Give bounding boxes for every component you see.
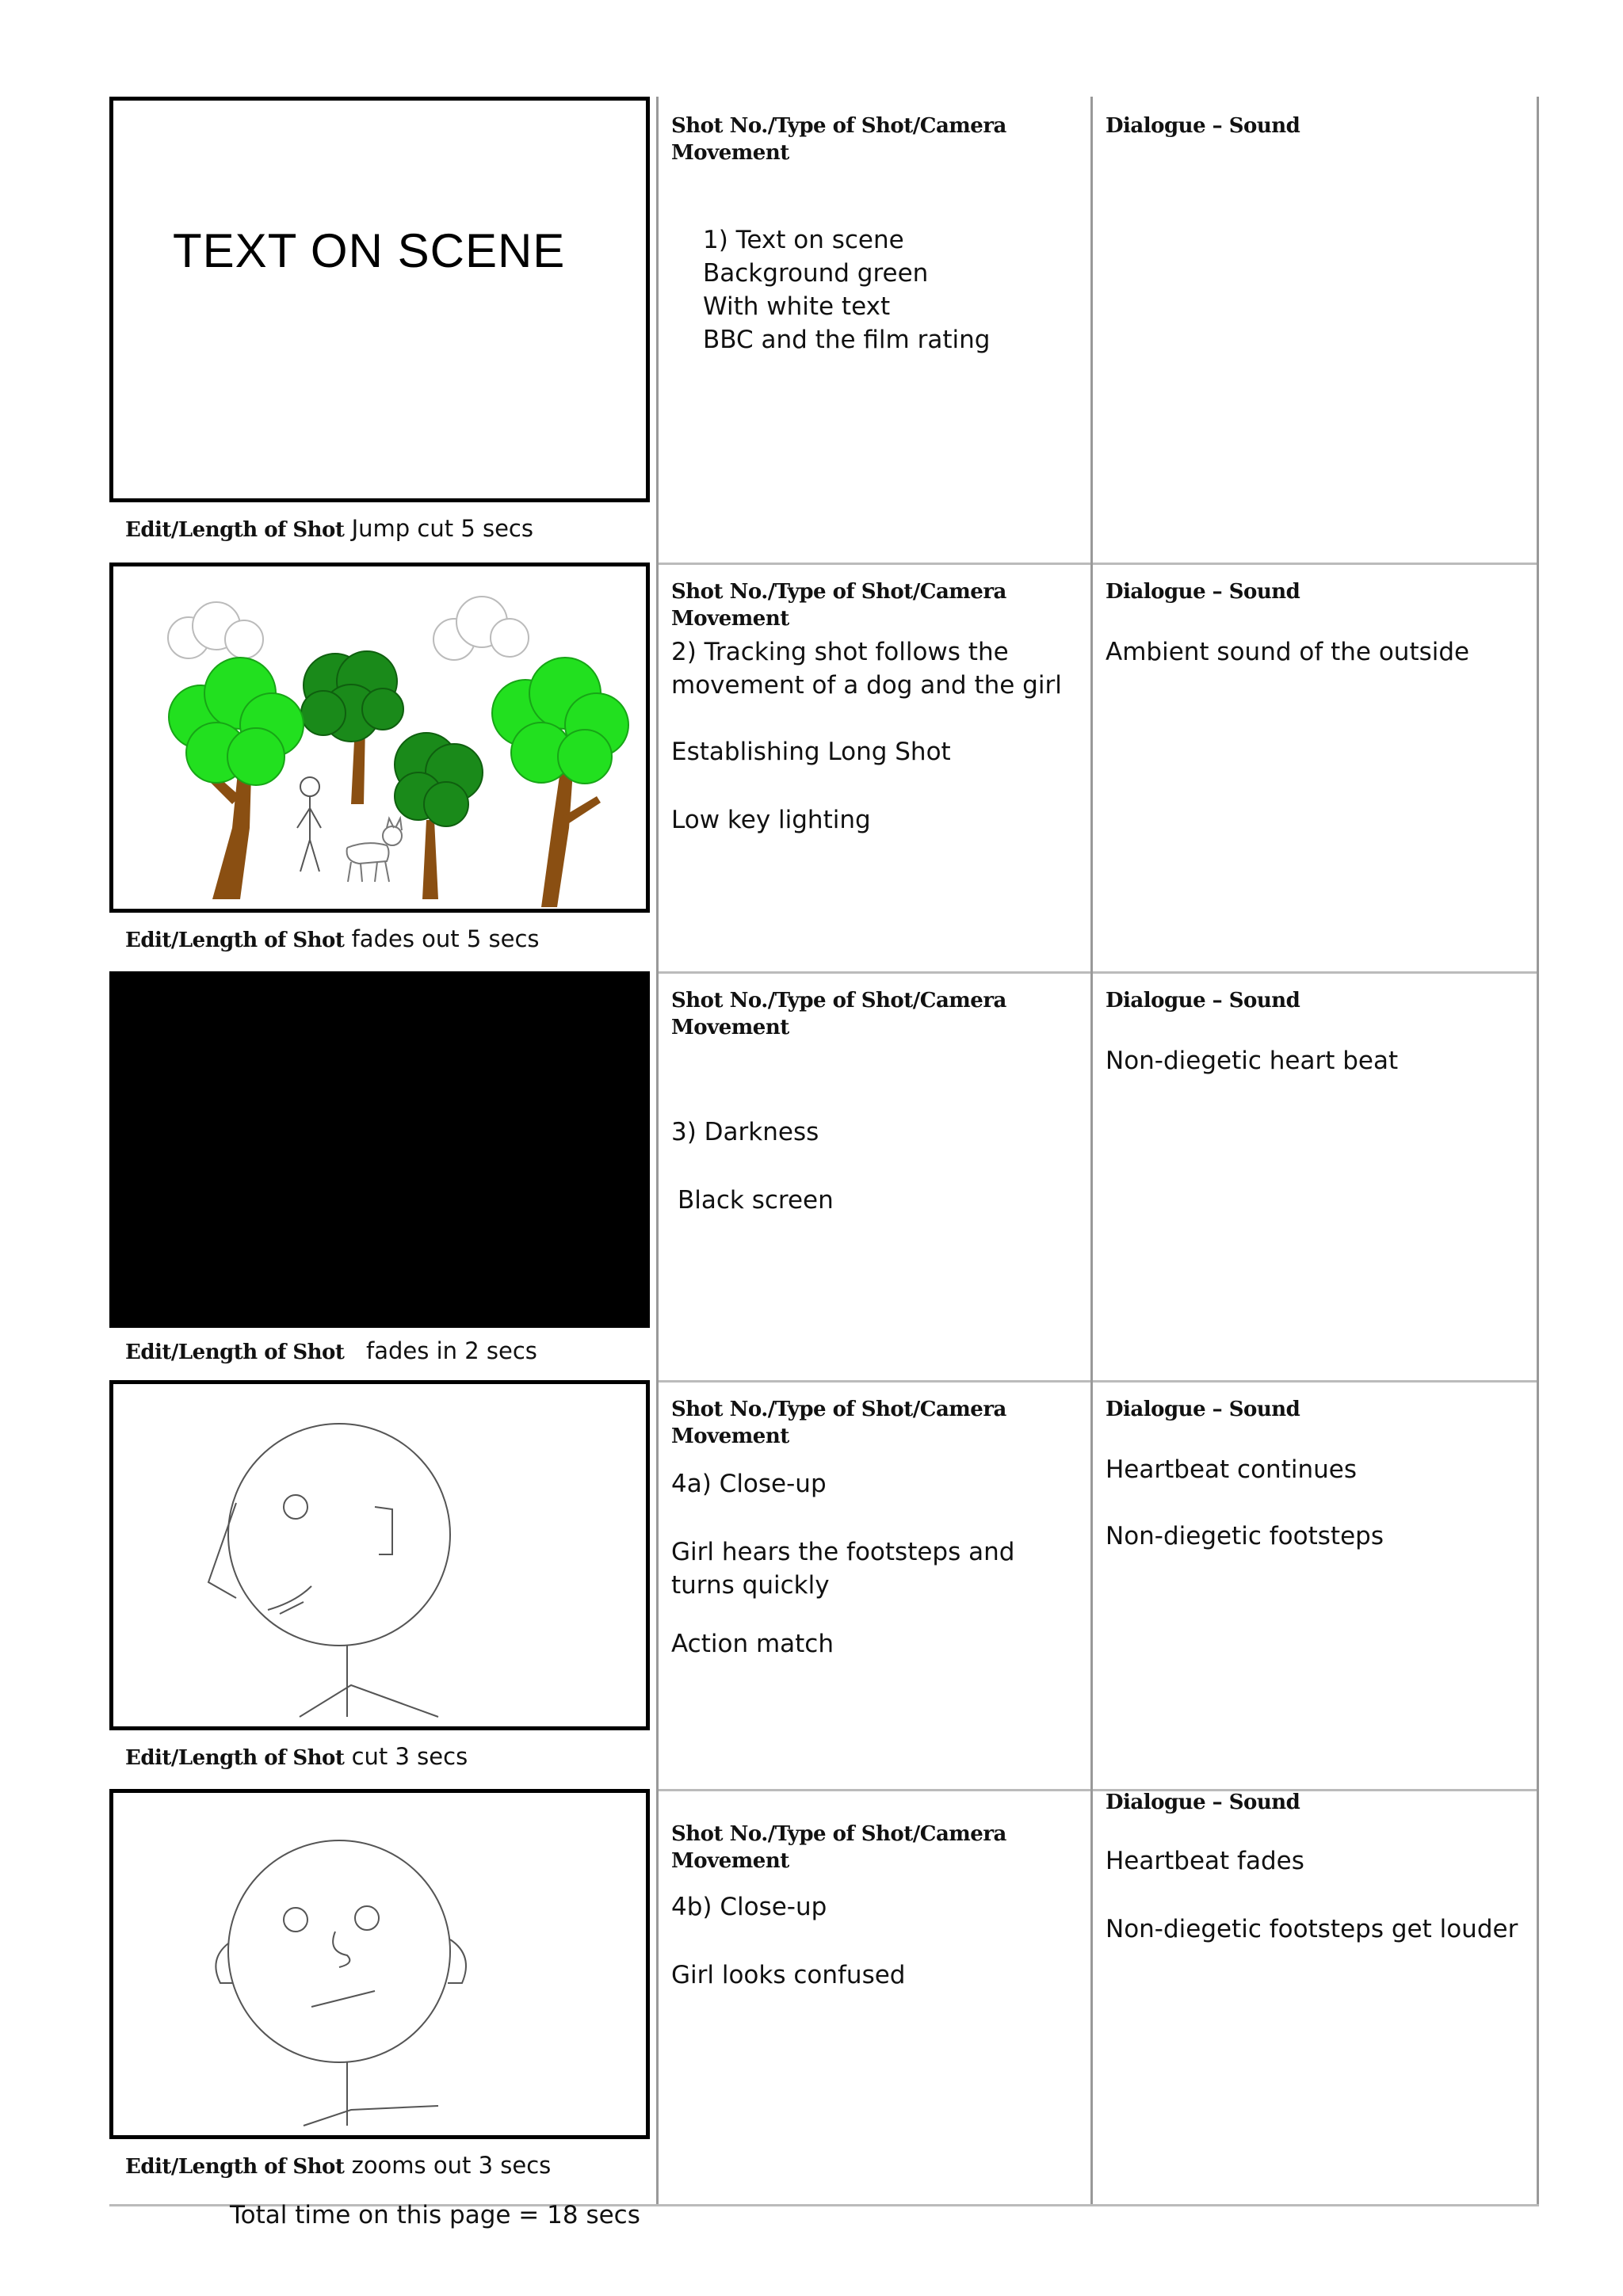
- face-sketch-turning: [113, 1384, 646, 1726]
- shot-line: Low key lighting: [671, 806, 871, 834]
- shot-line: 3) Darkness: [671, 1118, 819, 1146]
- shot-line: With white text: [703, 292, 891, 321]
- edit-caption-3: [125, 1337, 537, 1364]
- frame-2: [109, 563, 650, 913]
- dialogue-column-5: [1090, 1789, 1539, 2204]
- edit-value: zooms out 3 secs: [351, 2152, 552, 2179]
- shot-line: Action match: [671, 1630, 834, 1658]
- dialogue-line: Heartbeat continues: [1106, 1455, 1357, 1484]
- frame-column: [109, 1380, 656, 1789]
- shot-line: Girl hears the footsteps and: [671, 1538, 1015, 1566]
- shot-header: Shot No./Type of Shot/Camera Movement: [671, 1398, 1006, 1448]
- shot-line: 1) Text on scene: [703, 226, 904, 254]
- dialogue-column-4: [1090, 1380, 1539, 1789]
- shot-line: turns quickly: [671, 1571, 830, 1600]
- edit-label: Edit/Length of Shot: [125, 2155, 345, 2179]
- storyboard-row-2: [109, 563, 1539, 971]
- dialogue-line: Heartbeat fades: [1106, 1847, 1304, 1875]
- frame-column: [109, 1789, 656, 2204]
- storyboard-sheet: [109, 97, 1539, 2204]
- dialogue-header: Dialogue – Sound: [1106, 580, 1300, 604]
- storyboard-row-4: [109, 1380, 1539, 1789]
- dialogue-header: Dialogue – Sound: [1106, 1791, 1300, 1814]
- shot-line: movement of a dog and the girl: [671, 671, 1062, 700]
- edit-value: fades in 2 secs: [366, 1337, 537, 1364]
- edit-value: Jump cut 5 secs: [351, 515, 533, 542]
- edit-label: Edit/Length of Shot: [125, 1341, 345, 1364]
- frame-5: [109, 1789, 650, 2139]
- edit-value: cut 3 secs: [351, 1743, 468, 1770]
- shot-column-4: [656, 1380, 1090, 1789]
- edit-caption-2: [125, 925, 540, 952]
- dialogue-header: Dialogue – Sound: [1106, 1398, 1300, 1421]
- shot-header: Shot No./Type of Shot/Camera Movement: [671, 114, 1006, 165]
- shot-column-2: [656, 563, 1090, 971]
- storyboard-row-1: [109, 97, 1539, 567]
- shot-line: Background green: [703, 259, 929, 288]
- shot-header: Shot No./Type of Shot/Camera Movement: [671, 989, 1006, 1039]
- dialogue-header: Dialogue – Sound: [1106, 989, 1300, 1013]
- shot-line: 4b) Close-up: [671, 1893, 827, 1921]
- dialogue-column-3: [1090, 971, 1539, 1380]
- face-sketch-confused: [113, 1793, 646, 2135]
- dialogue-line: Non-diegetic footsteps get louder: [1106, 1915, 1518, 1943]
- frame-1: [109, 97, 650, 502]
- dialogue-column-1: [1090, 97, 1539, 567]
- shot-line: 2) Tracking shot follows the: [671, 638, 1009, 666]
- frame-column: [109, 971, 656, 1380]
- shot-header: Shot No./Type of Shot/Camera Movement: [671, 580, 1006, 631]
- frame-column: [109, 563, 656, 971]
- dialogue-line: Non-diegetic footsteps: [1106, 1522, 1384, 1550]
- edit-caption-1: [125, 515, 533, 542]
- frame-title-text: TEXT ON SCENE: [173, 224, 566, 277]
- shot-header: Shot No./Type of Shot/Camera Movement: [671, 1822, 1006, 1873]
- frame-3-black-screen: [109, 971, 650, 1328]
- dialogue-header: Dialogue – Sound: [1106, 114, 1300, 138]
- shot-column-1: [656, 97, 1090, 567]
- edit-caption-4: [125, 1743, 468, 1770]
- total-time: Total time on this page = 18 secs: [230, 2201, 640, 2229]
- shot-column-3: [656, 971, 1090, 1380]
- shot-line: Establishing Long Shot: [671, 738, 951, 766]
- storyboard-row-5: [109, 1789, 1539, 2204]
- dialogue-column-2: [1090, 563, 1539, 971]
- edit-label: Edit/Length of Shot: [125, 518, 345, 542]
- shot-line: 4a) Close-up: [671, 1470, 827, 1498]
- shot-line: Girl looks confused: [671, 1961, 906, 1989]
- shot-line: BBC and the film rating: [703, 326, 991, 354]
- dialogue-line: Non-diegetic heart beat: [1106, 1047, 1399, 1075]
- frame-column: [109, 97, 656, 567]
- frame-4: [109, 1380, 650, 1730]
- edit-label: Edit/Length of Shot: [125, 1746, 345, 1770]
- dialogue-line: Ambient sound of the outside: [1106, 638, 1470, 666]
- shot-line: Black screen: [678, 1186, 834, 1215]
- edit-caption-5: [125, 2152, 551, 2179]
- storyboard-row-3: [109, 971, 1539, 1380]
- forest-illustration: [113, 566, 646, 909]
- shot-column-5: [656, 1789, 1090, 2204]
- edit-value: fades out 5 secs: [351, 925, 540, 952]
- edit-label: Edit/Length of Shot: [125, 929, 345, 952]
